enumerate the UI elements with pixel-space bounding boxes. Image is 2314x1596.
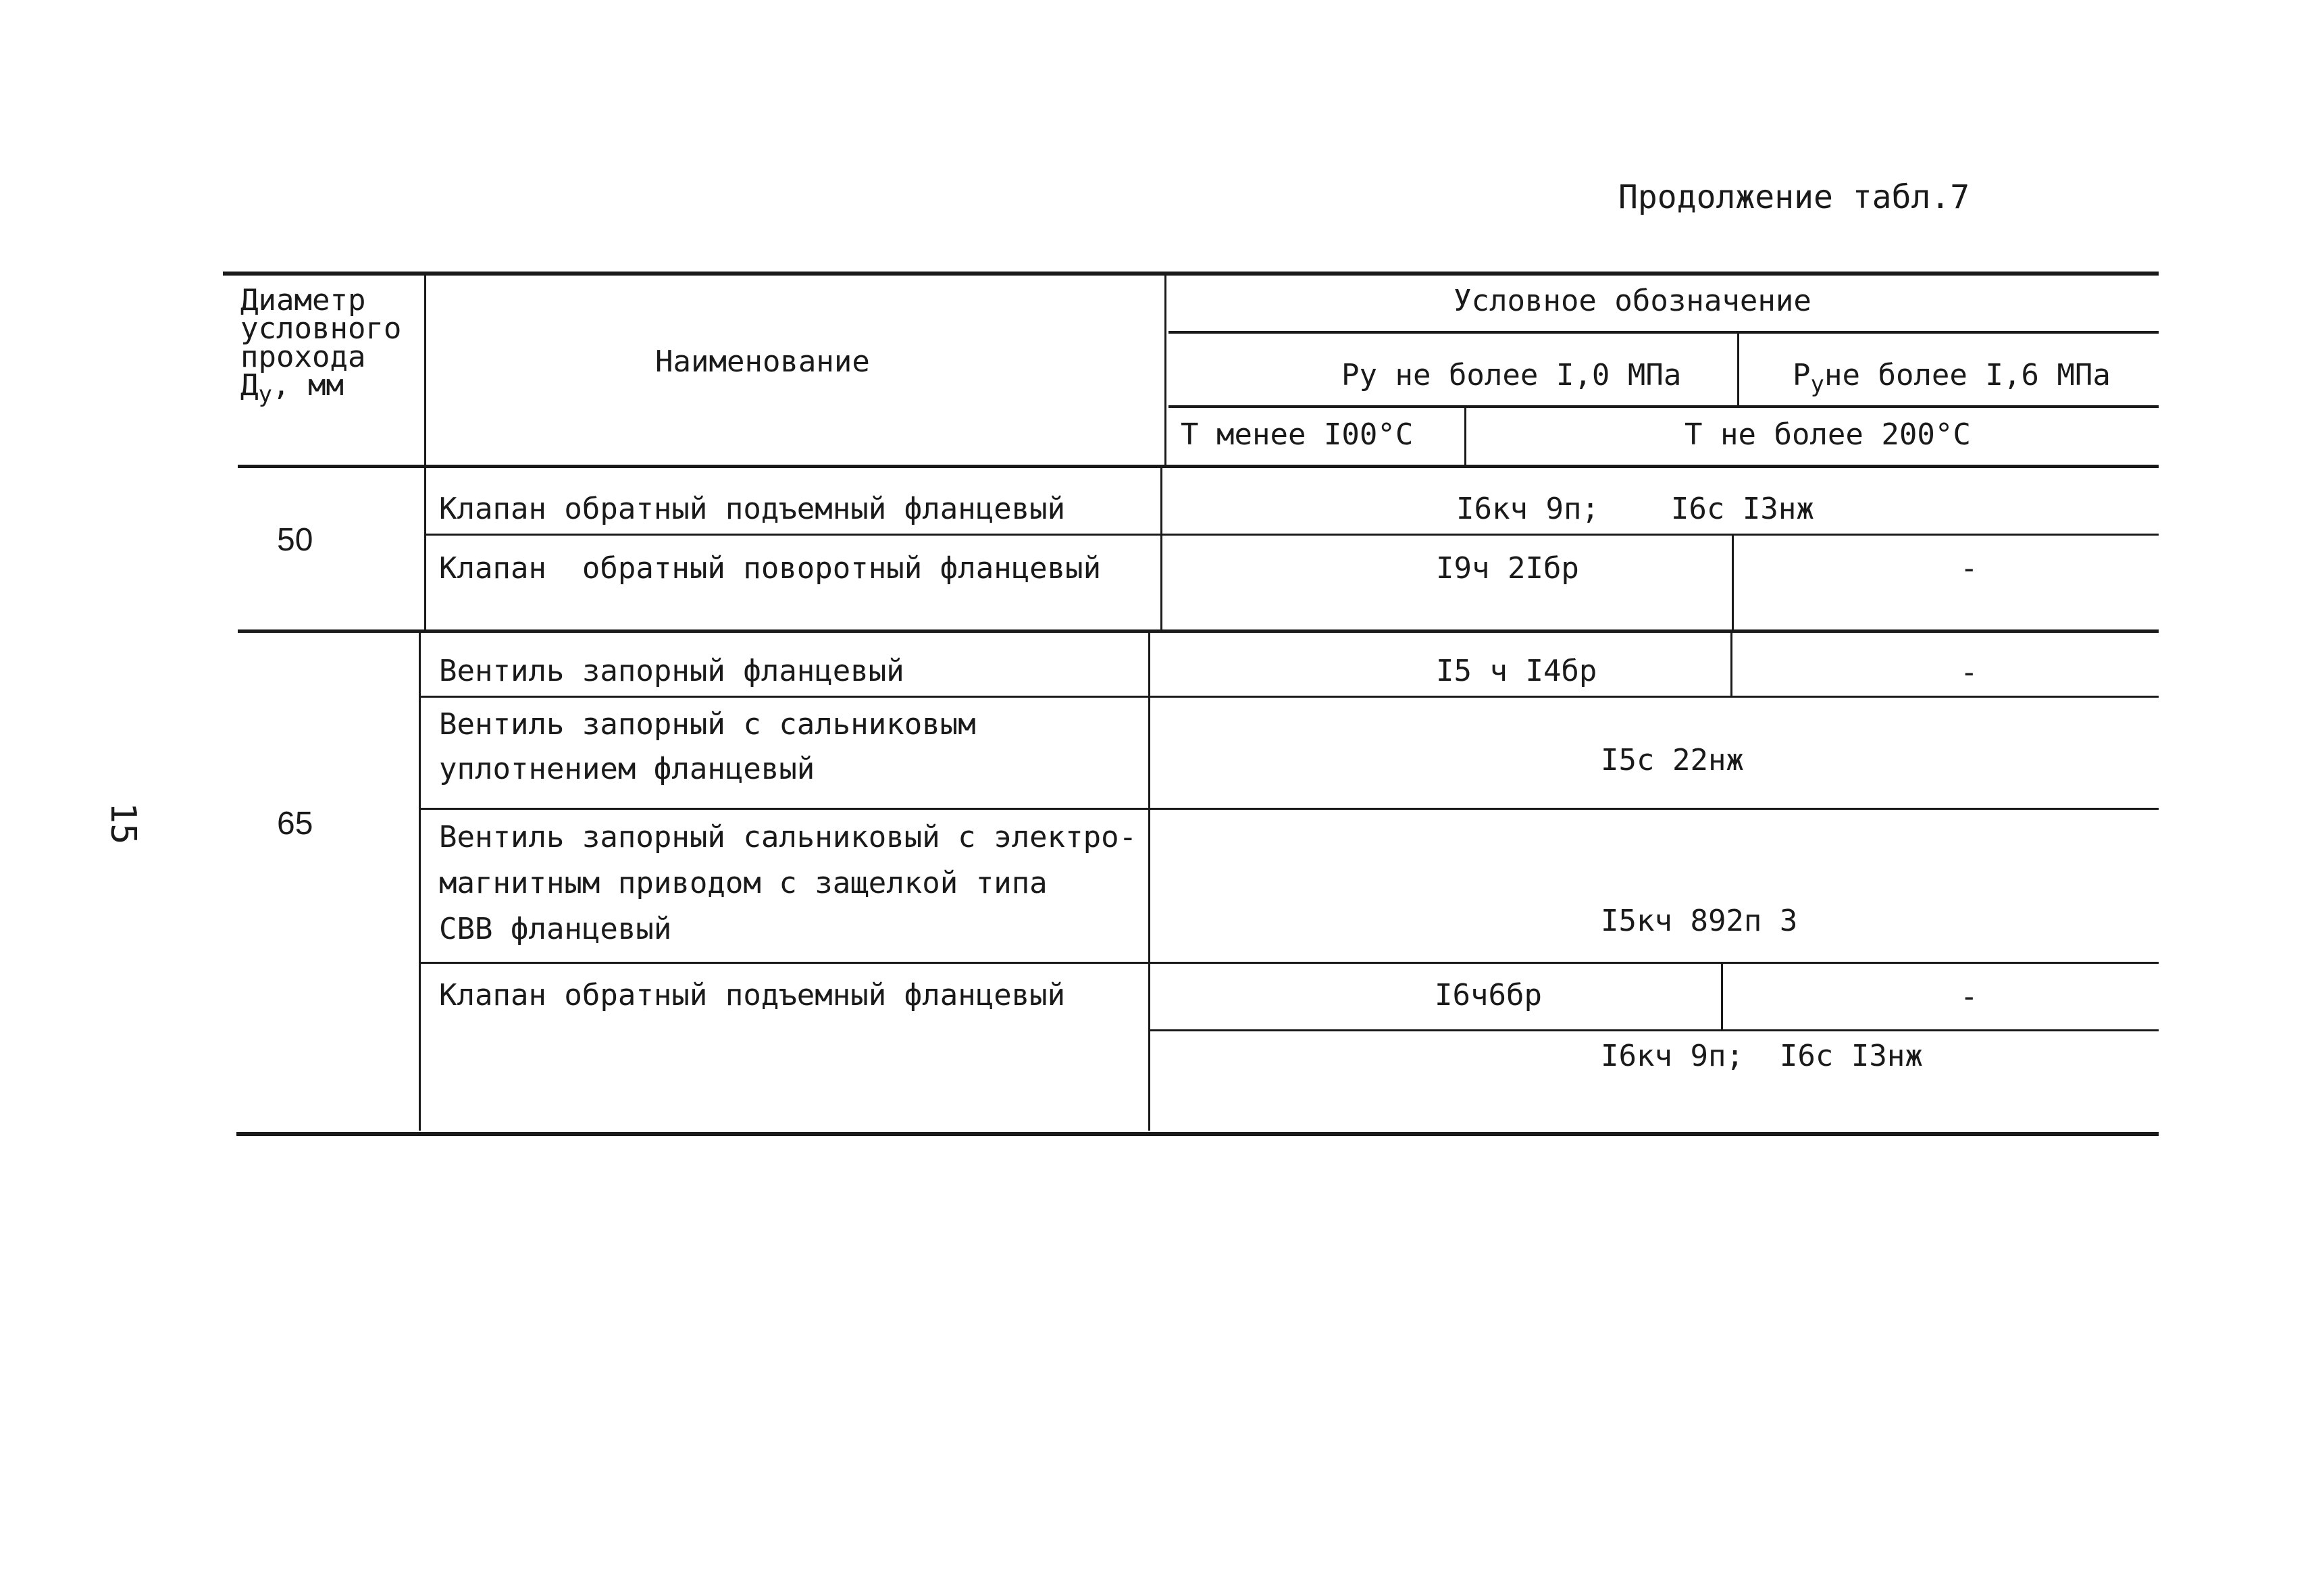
col-sep-temp <box>1464 407 1466 466</box>
row-5-name-line-1: Вентиль запорный сальниковый с электро- <box>439 820 1137 854</box>
row-4-name <box>439 702 976 792</box>
col-sep-row3 <box>1730 632 1732 697</box>
col-sep-row6 <box>1721 963 1723 1031</box>
rule-row4 <box>420 808 2159 810</box>
diameter-symbol: Д <box>240 368 259 403</box>
row-1-name: Клапан обратный подъемный фланцевый <box>439 492 1066 526</box>
header-diameter <box>240 283 402 409</box>
diameter-line-3: прохода <box>240 340 366 374</box>
row-4-designation: I5с 22нж <box>1601 743 1744 777</box>
diameter-unit: , мм <box>272 368 344 403</box>
page-number: 15 <box>103 802 143 845</box>
header-name: Наименование <box>655 344 870 379</box>
row-5-name <box>439 815 1137 952</box>
row-3-name: Вентиль запорный фланцевый <box>439 654 904 688</box>
row-4-name-line-1: Вентиль запорный с сальниковым <box>439 707 976 742</box>
rule-row3 <box>420 696 2159 698</box>
col-sep-diameter-header <box>424 272 426 466</box>
row-5-name-line-3: СВВ фланцевый <box>439 912 672 946</box>
diameter-65: 65 <box>277 806 313 842</box>
row-3-designation-low: I5 ч I4бр <box>1436 654 1597 688</box>
row-5-name-line-2: магнитным приводом с защелкой типа <box>439 866 1048 900</box>
rule-row1 <box>424 534 2159 536</box>
rule-group-sep <box>238 629 2159 633</box>
col-sep-diameter-50 <box>424 466 426 631</box>
header-temp-low: Т менее I00°С <box>1181 417 1414 452</box>
row-6-designation-high: - <box>1960 979 1978 1014</box>
header-pressure-low: Ру не более I,0 МПа <box>1341 358 1682 392</box>
rule-row5 <box>420 962 2159 964</box>
rule-header-bottom <box>238 465 2159 468</box>
rule-pressure-under <box>1168 405 2159 408</box>
rule-bottom <box>236 1132 2159 1136</box>
col-sep-name-header <box>1164 272 1166 466</box>
rule-top <box>223 272 2159 276</box>
row-1-designation: I6кч 9п; I6с I3нж <box>1456 492 1814 526</box>
row-6-name: Клапан обратный подъемный фланцевый <box>439 978 1066 1012</box>
row-2-designation-high: - <box>1960 551 1978 586</box>
row-6-designation-extra: I6кч 9п; I6с I3нж <box>1601 1039 1923 1073</box>
pressure-high-rest: не более I,6 МПа <box>1824 358 2111 392</box>
col-sep-diameter-65 <box>419 631 421 1131</box>
pressure-high-p: Р <box>1793 358 1811 392</box>
header-temp-high: Т не более 200°С <box>1685 417 1971 452</box>
rule-designation-under <box>1168 331 2159 334</box>
row-2-name: Клапан обратный поворотный фланцевый <box>439 551 1102 586</box>
row-6-designation-low: I6ч6бр <box>1435 978 1542 1012</box>
diameter-line-2: условного <box>240 311 402 346</box>
diameter-line-1: Диаметр <box>240 283 366 317</box>
pressure-high-sub: у <box>1810 370 1824 398</box>
header-designation: Условное обозначение <box>1454 284 1811 318</box>
col-sep-pressure <box>1737 334 1739 405</box>
rule-row6-sub <box>1150 1029 2159 1031</box>
col-sep-row2 <box>1732 535 1734 631</box>
diameter-symbol-line <box>240 368 401 409</box>
row-2-designation-low: I9ч 2Iбр <box>1436 551 1579 586</box>
col-sep-name-50 <box>1160 466 1162 631</box>
row-3-designation-high: - <box>1960 655 1978 690</box>
row-4-name-line-2: уплотнением фланцевый <box>439 752 815 786</box>
row-5-designation: I5кч 892п 3 <box>1601 904 1798 938</box>
header-pressure-high <box>1793 358 2111 398</box>
diameter-50: 50 <box>277 522 313 558</box>
diameter-subscript: у <box>258 380 272 408</box>
table-caption: Продолжение табл.7 <box>1618 178 1970 216</box>
col-sep-name-65 <box>1148 631 1150 1131</box>
